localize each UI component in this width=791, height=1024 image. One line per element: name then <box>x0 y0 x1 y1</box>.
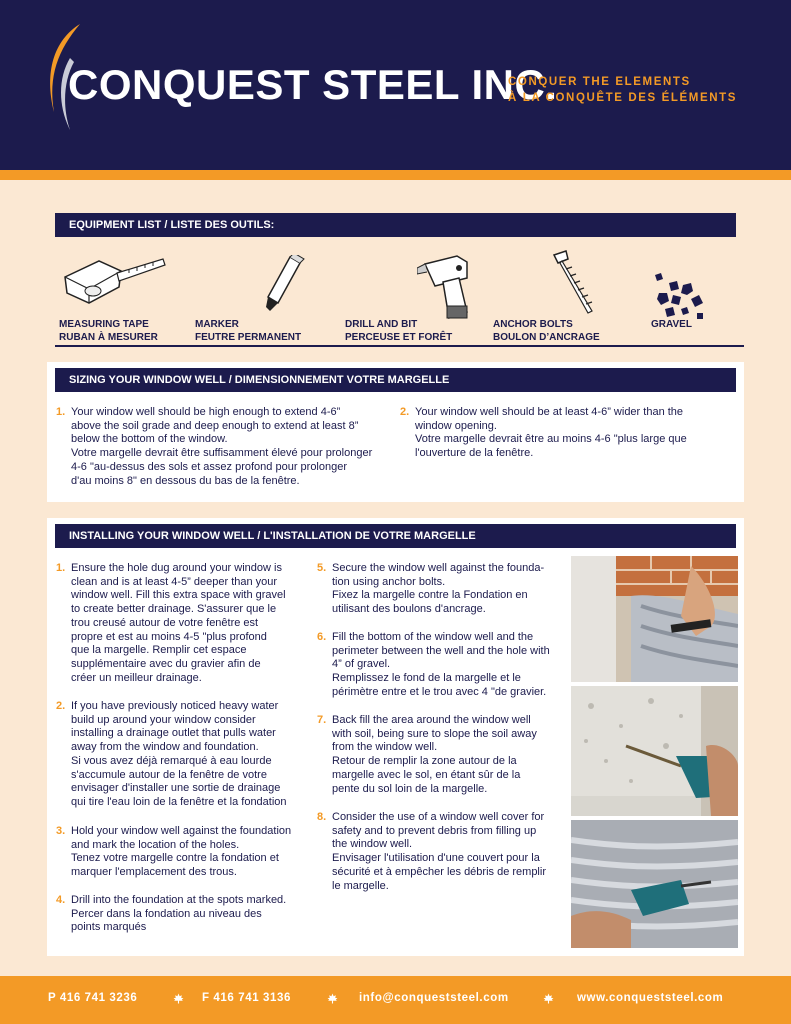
tagline <box>508 74 737 106</box>
tagline-en: CONQUER THE ELEMENTS <box>508 76 691 88</box>
anchor-bolt-icon <box>552 249 598 317</box>
install-step: 5. Secure the window well against the founda- tion using anchor bolts. Fixez la margelle contre la Fondation en utilisant des boulons d'ancrage. <box>317 562 545 616</box>
install-step: 4. Drill into the foundation at the spots marked. Percer dans la fondation au niveau des points marqués <box>56 894 287 934</box>
drill-icon <box>417 250 477 322</box>
install-step: 7. Back fill the area around the window well with soil, being sure to slope the soil away from the window well. Retour de remplir la zone autour de la margelle avec le sol, en étant sûr de la pente du sol loin de la margelle. <box>317 714 537 795</box>
maple-leaf-icon <box>543 993 554 1004</box>
equipment-divider <box>55 345 744 347</box>
tool-drill: DRILL AND BIT PERCEUSE ET FORÊT <box>345 319 453 343</box>
photo-drilling-well <box>571 820 738 948</box>
sizing-step: 1. Your window well should be high enough to extend 4-6” above the soil grade and deep enough to extend at least 8” below the bottom of the window. Votre margelle devrait être suffisamment élevé pour prolonger 4-6 "au-dessus des sols et assez profond pour prolonger d'au moins 8" en dessous du bas de la fenêtre. <box>56 406 373 487</box>
equipment-title: EQUIPMENT LIST / LISTE DES OUTILS: <box>55 213 736 237</box>
install-title: INSTALLING YOUR WINDOW WELL / L'INSTALLATION DE VOTRE MARGELLE <box>55 524 736 548</box>
install-step: 1. Ensure the hole dug around your window is clean and is at least 4-5” deeper than your window well. Fill this extra space with gravel to create better drainage. S'assurer que le trou creusé autour de votre fenêtre est propre et est au moins 4-5 "plus profond que la margelle. Remplir cet espace supplémentaire avec du gravier afin de créer un meilleur drainage. <box>56 562 286 684</box>
maple-leaf-icon <box>327 993 338 1004</box>
sizing-section <box>47 362 744 502</box>
marker-icon <box>260 255 310 315</box>
footer-phone[interactable]: P 416 741 3236 <box>48 992 138 1004</box>
tool-gravel: GRAVEL <box>651 319 692 330</box>
equipment-section <box>47 205 744 347</box>
sizing-title: SIZING YOUR WINDOW WELL / DIMENSIONNEMENT VOTRE MARGELLE <box>55 368 736 392</box>
install-step: 2. If you have previously noticed heavy water build up around your window consider installing a drainage outlet that pulls water away from the window and foundation. Si vous avez déjà remarqué à eau lourde s'accumule autour de la fenêtre de votre envisager d'installer une sortie de drainage qui tire l'eau loin de la fenêtre et la fondation <box>56 700 287 808</box>
tagline-fr: À LA CONQUÊTE DES ÉLÉMENTS <box>508 92 738 104</box>
gravel-icon <box>651 273 707 321</box>
header <box>0 0 791 170</box>
maple-leaf-icon <box>173 993 184 1004</box>
measuring-tape-icon <box>59 253 169 307</box>
footer <box>0 976 791 1024</box>
footer-email[interactable]: info@conqueststeel.com <box>359 992 509 1004</box>
footer-fax[interactable]: F 416 741 3136 <box>202 992 291 1004</box>
footer-website[interactable]: www.conqueststeel.com <box>577 992 724 1004</box>
install-step: 8. Consider the use of a window well cover for safety and to prevent debris from filling up the window well. Envisager l'utilisation d'une couvert pour la sécurité et à empêcher les débris de remplir le margelle. <box>317 811 546 892</box>
header-accent-bar <box>0 170 791 180</box>
tool-anchor-bolts: ANCHOR BOLTS BOULON D’ANCRAGE <box>493 319 600 343</box>
brand-name: CONQUEST STEEL INC. <box>68 61 558 108</box>
photo-securing-well <box>571 556 738 682</box>
install-step: 3. Hold your window well against the foundation and mark the location of the holes. Tenez votre margelle contre la fondation et marquer l'emplacement des trous. <box>56 825 292 879</box>
tool-measuring-tape: MEASURING TAPE RUBAN À MESURER <box>59 319 158 343</box>
tool-marker: MARKER FEUTRE PERMANENT <box>195 319 302 343</box>
install-step: 6. Fill the bottom of the window well and the perimeter between the well and the hole with 4” of gravel. Remplissez le fond de la margelle et le périmètre entre et le trou avec 4 "de gravier. <box>317 631 550 698</box>
photo-drilling-foundation <box>571 686 738 816</box>
sizing-step: 2. Your window well should be at least 4-6” wider than the window opening. Votre margelle devrait être au moins 4-6 "plus large que l'ouverture de la fenêtre. <box>400 406 687 460</box>
